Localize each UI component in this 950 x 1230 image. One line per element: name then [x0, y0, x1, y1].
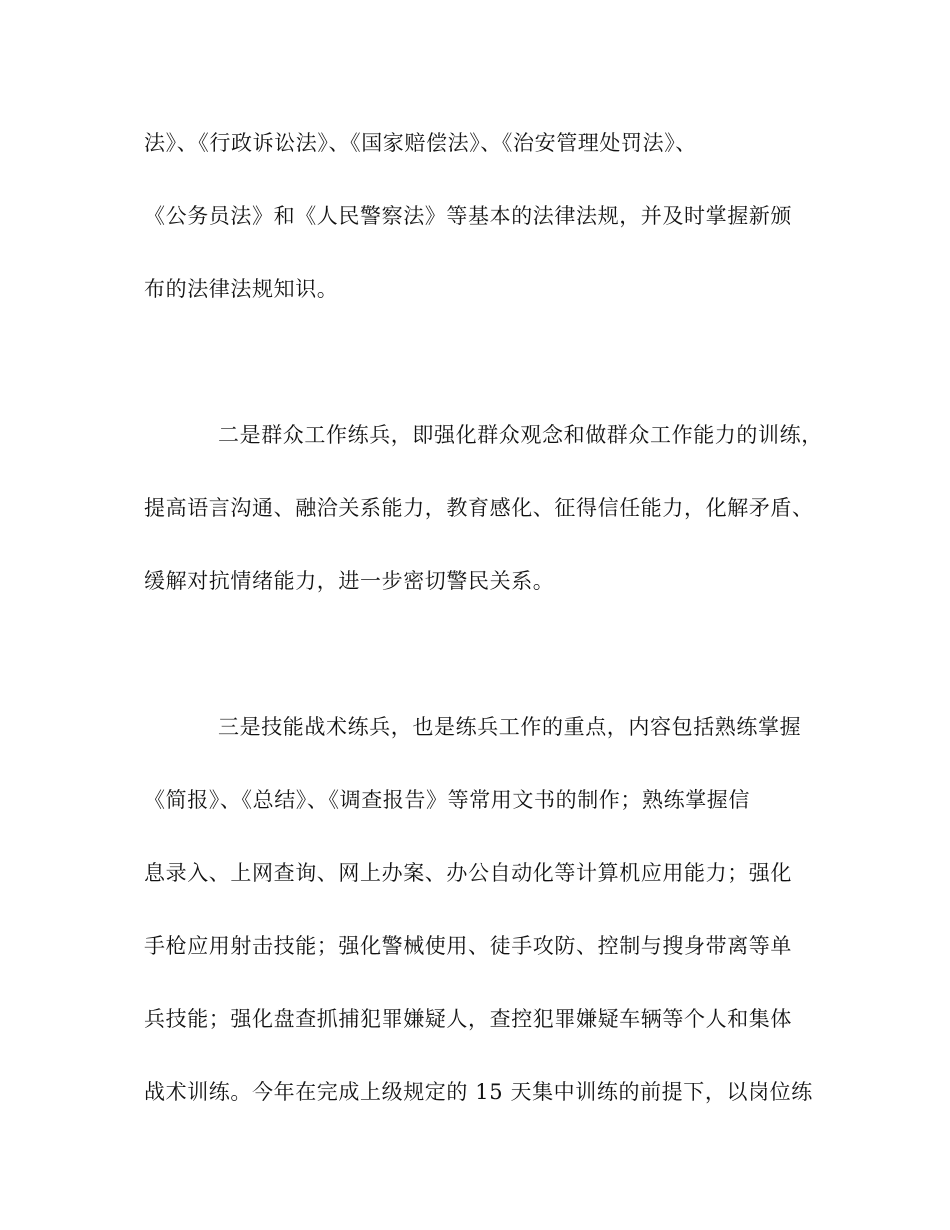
- text-line: 手枪应用射击技能；强化警械使用、徒手攻防、控制与搜身带离等单: [144, 934, 792, 958]
- text-line: 兵技能；强化盘查抓捕犯罪嫌疑人，查控犯罪嫌疑车辆等个人和集体: [144, 1007, 792, 1031]
- text-line: 三是技能战术练兵，也是练兵工作的重点，内容包括熟练掌握: [218, 715, 802, 739]
- text-line: 息录入、上网查询、网上办案、办公自动化等计算机应用能力；强化: [144, 861, 792, 885]
- text-line: 二是群众工作练兵，即强化群众观念和做群众工作能力的训练，: [218, 423, 823, 447]
- text-line: 战术训练。今年在完成上级规定的 15 天集中训练的前提下，以岗位练: [144, 1080, 813, 1104]
- text-line: 提高语言沟通、融洽关系能力，教育感化、征得信任能力，化解矛盾、: [144, 496, 814, 520]
- text-line: 布的法律法规知识。: [144, 277, 339, 301]
- text-line: 《简报》、《总结》、《调查报告》等常用文书的制作；熟练掌握信: [144, 788, 750, 812]
- text-line: 缓解对抗情绪能力，进一步密切警民关系。: [144, 569, 555, 593]
- text-line: 法》、《行政诉讼法》、《国家赔偿法》、《治安管理处罚法》、: [144, 131, 697, 155]
- text-line: 《公务员法》和《人民警察法》等基本的法律法规，并及时掌握新颁: [144, 204, 792, 228]
